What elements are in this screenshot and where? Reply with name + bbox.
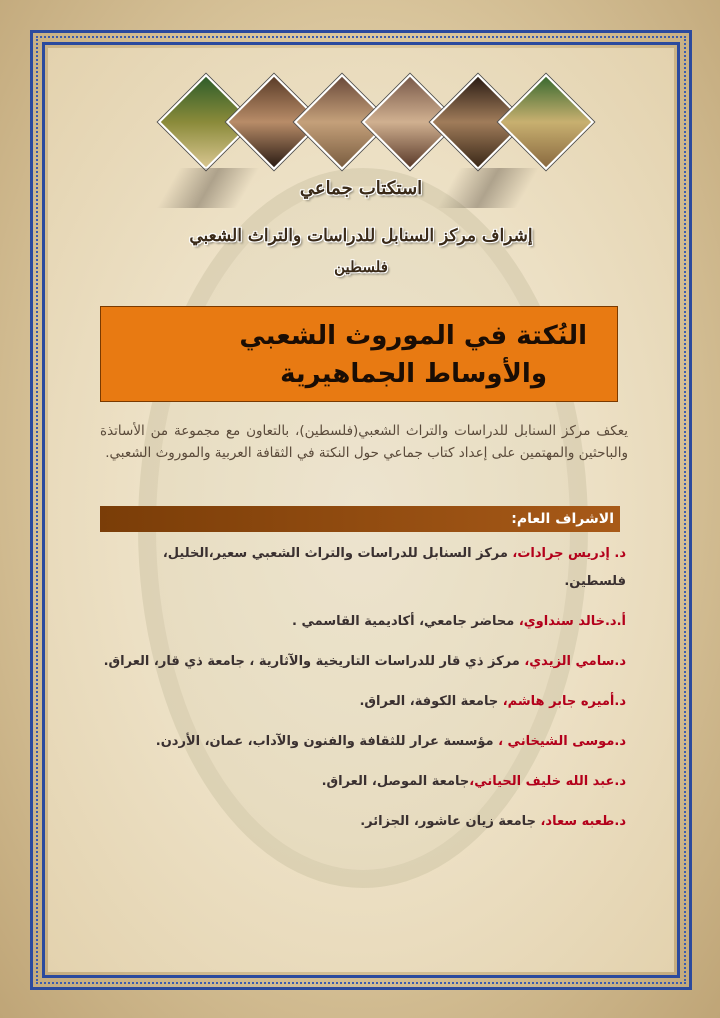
- diamond-image-6: [498, 74, 594, 170]
- member-affiliation: مركز ذي قار للدراسات التاريخية والآثارية ، جامعة ذي قار، العراق.: [103, 654, 525, 669]
- member-name: د.عبد الله خليف الحياني،: [469, 774, 626, 789]
- member-affiliation: مؤسسة عرار للثقافة والفنون والآداب، عمان، الأردن.: [155, 734, 499, 749]
- member-name: د.موسى الشيخاني ،: [498, 734, 626, 749]
- member-affiliation: جامعة الموصل، العراق.: [321, 774, 470, 789]
- list-item: [100, 648, 626, 676]
- title-line-2: والأوساط الجماهيرية: [280, 359, 547, 389]
- member-name: أ.د.خالد سنداوي،: [518, 614, 626, 629]
- member-name: د.طعبه سعاد،: [540, 814, 626, 829]
- header-line-3: فلسطين: [334, 258, 388, 276]
- list-item: [100, 728, 626, 756]
- member-affiliation: مركز السنابل للدراسات والتراث الشعبي سعير،الخليل، فلسطين.: [162, 546, 626, 589]
- title-box: [100, 306, 618, 402]
- list-item: [100, 540, 626, 596]
- member-affiliation: جامعة الكوفة، العراق.: [359, 694, 503, 709]
- section-label: الاشراف العام:: [511, 511, 614, 527]
- list-item: [100, 688, 626, 716]
- member-affiliation: جامعة زيان عاشور، الجزائر.: [360, 814, 541, 829]
- supervision-section-bar: [100, 506, 620, 532]
- list-item: [100, 608, 626, 636]
- header-line-2: إشراف مركز السنابل للدراسات والتراث الشعبي: [189, 226, 533, 246]
- header-banner: [148, 58, 578, 198]
- members-list: [100, 540, 626, 848]
- list-item: [100, 768, 626, 796]
- document-paper: [48, 48, 674, 972]
- member-name: د. إدريس جرادات،: [512, 546, 626, 561]
- member-name: د.أميره جابر هاشم،: [502, 694, 626, 709]
- title-line-1: النُكتة في الموروث الشعبي: [239, 321, 587, 351]
- member-affiliation: محاضر جامعي، أكاديمية القاسمي .: [292, 614, 519, 629]
- list-item: [100, 808, 626, 836]
- header-line-1: استكتاب جماعي: [299, 178, 423, 199]
- intro-paragraph: يعكف مركز السنابل للدراسات والتراث الشعبي(فلسطين)، بالتعاون مع مجموعة من الأساتذة والباحثين والمهتمين على إعداد كتاب جماعي حول النكتة في الثقافة العربية والموروث الشعبي.: [100, 423, 628, 461]
- member-name: د.سامي الزيدي،: [524, 654, 626, 669]
